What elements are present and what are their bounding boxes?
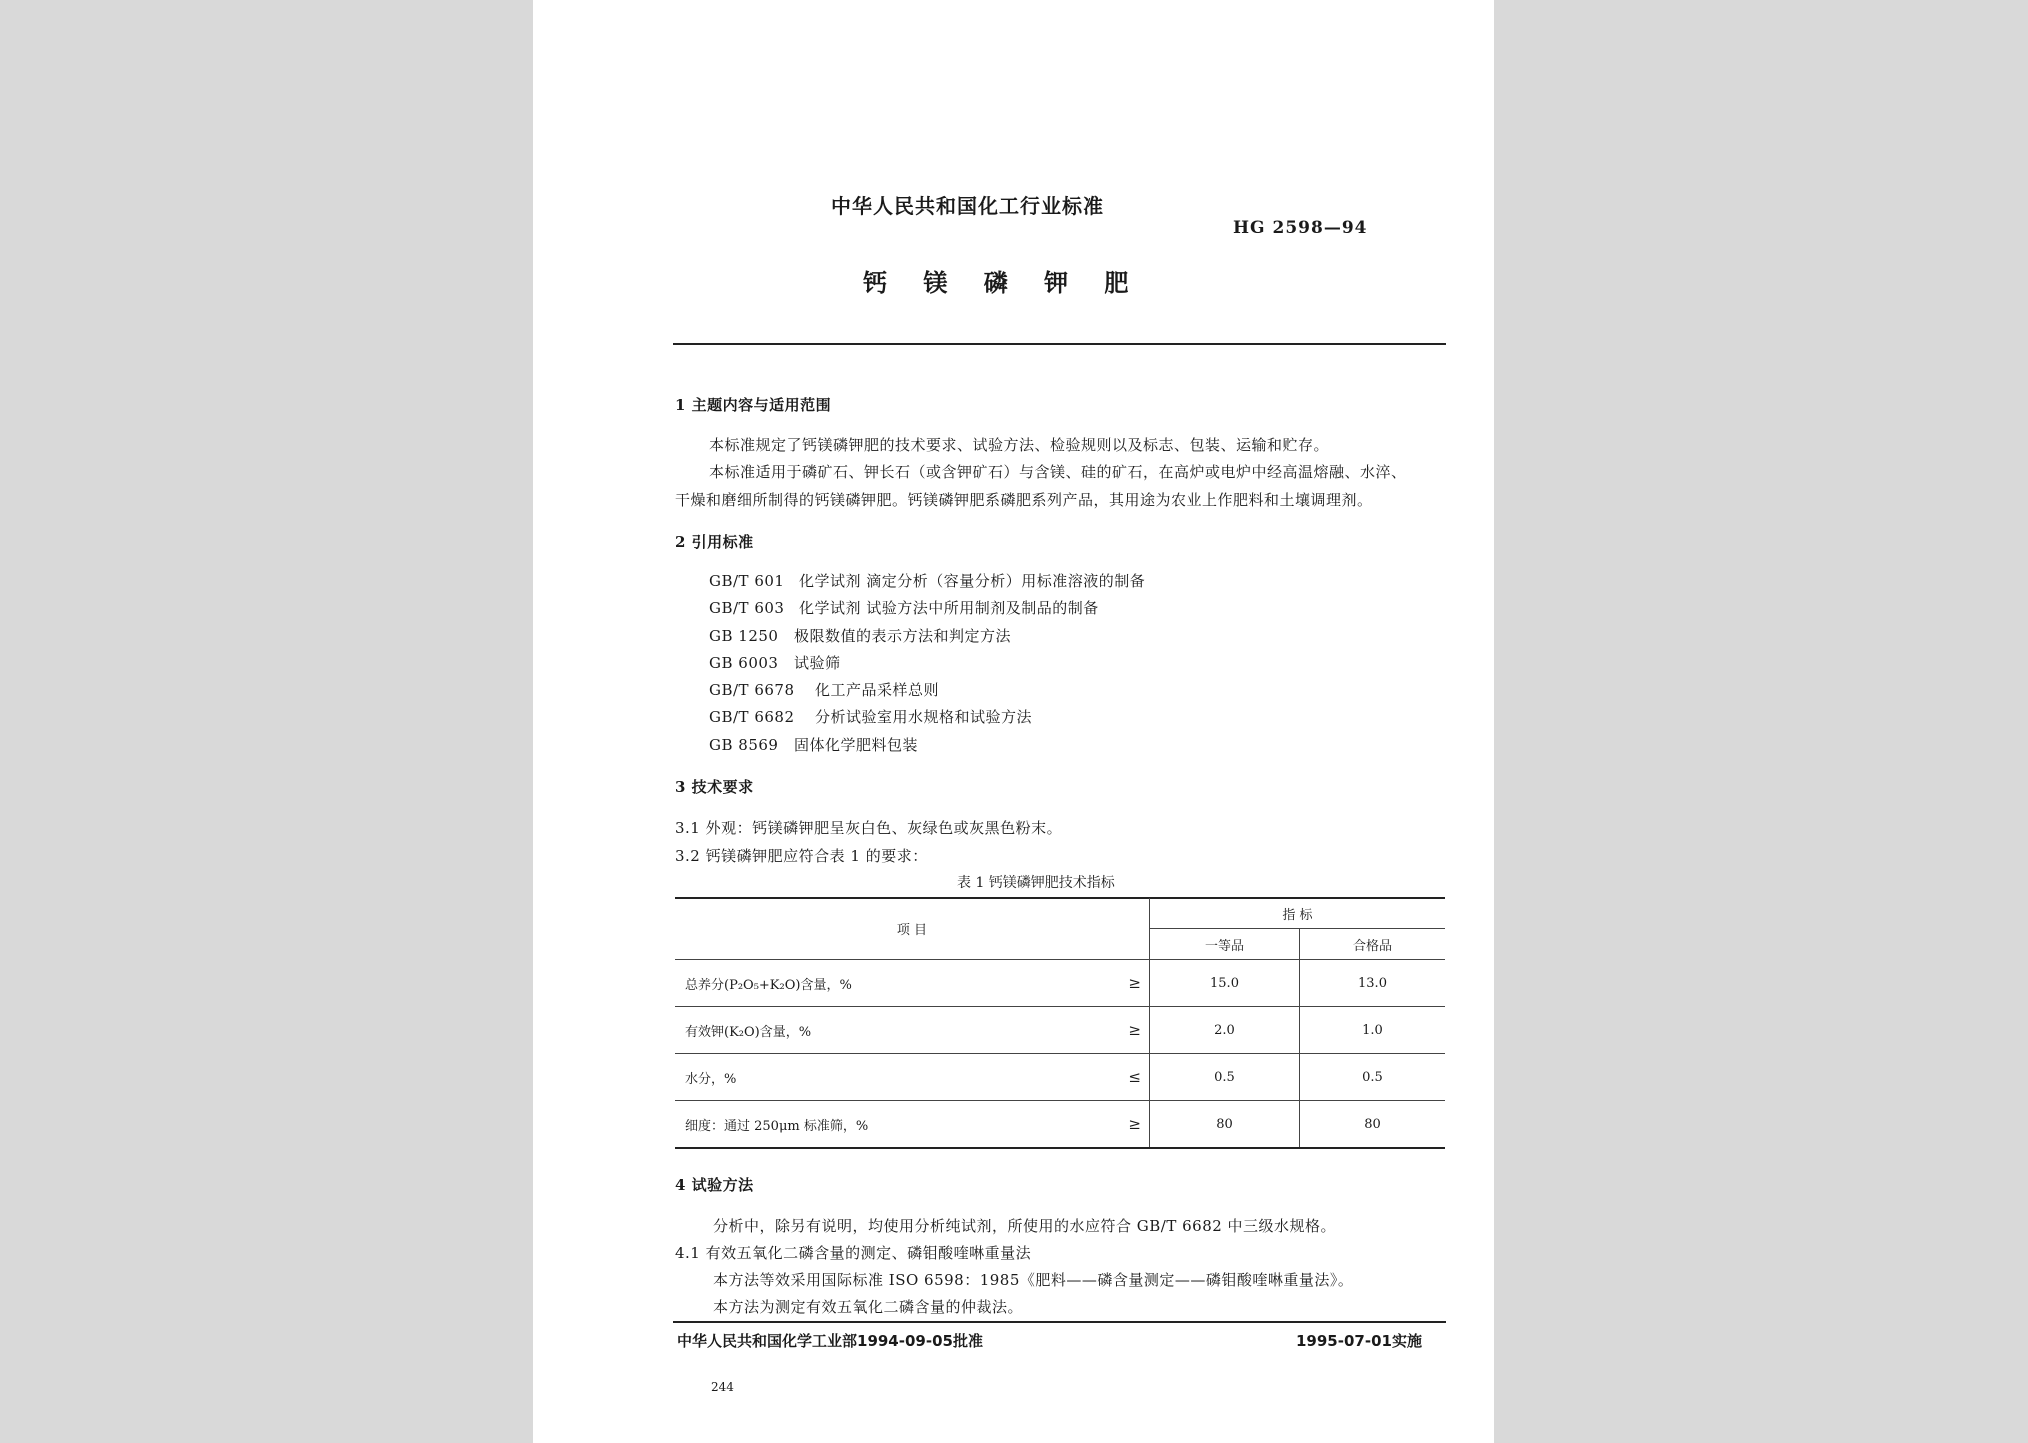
section1-paragraph2b: 干燥和磨细所制得的钙镁磷钾肥。钙镁磷钾肥系磷肥系列产品，其用途为农业上作肥料和土壤调理剂。 (675, 491, 1373, 509)
standard-org-title: 中华人民共和国化工行业标准 (831, 194, 1104, 218)
reference-code: GB/T 603 (709, 599, 785, 617)
page-number: 244 (711, 1380, 734, 1394)
table-row-item: 细度：通过 250μm 标准筛，% (685, 1118, 869, 1134)
table-header-grade2: 合格品 (1300, 929, 1446, 960)
document-title: 钙 镁 磷 钾 肥 (863, 269, 1143, 297)
reference-code: GB/T 6682 (709, 708, 795, 726)
reference-code: GB 8569 (709, 736, 779, 754)
table-header-item (675, 898, 1150, 960)
reference-item (709, 734, 918, 755)
reference-item (709, 679, 939, 700)
table-row (675, 1054, 1445, 1101)
standard-code: HG 2598—94 (1233, 218, 1368, 238)
effective-date: 1995-07-01实施 (1296, 1332, 1422, 1350)
reference-item (709, 597, 1099, 618)
comparison-symbol: ≥ (1128, 1021, 1141, 1039)
table-cell-grade2: 13.0 (1300, 960, 1446, 1007)
document-page (533, 0, 1494, 1443)
comparison-symbol: ≤ (1128, 1068, 1141, 1086)
table-header-index-label: 指 标 (1282, 907, 1313, 923)
reference-title: 极限数值的表示方法和判定方法 (794, 627, 1012, 645)
table-cell-grade1: 0.5 (1150, 1054, 1300, 1101)
reference-item (709, 625, 1011, 646)
table-cell-grade2: 1.0 (1300, 1007, 1446, 1054)
table-header-grade1: 一等品 (1150, 929, 1300, 960)
table-cell-grade1: 2.0 (1150, 1007, 1300, 1054)
section3-heading: 3 技术要求 (675, 778, 754, 796)
reference-code: GB 1250 (709, 627, 779, 645)
table-row (675, 960, 1445, 1007)
section3-2-text: 3.2 钙镁磷钾肥应符合表 1 的要求： (675, 847, 928, 865)
table-row (675, 1007, 1445, 1054)
table-cell-grade1: 80 (1150, 1101, 1300, 1149)
section4-paragraph2: 本方法等效采用国际标准 ISO 6598：1985《肥料——磷含量测定——磷钼酸喹啉重量法》。 (713, 1271, 1354, 1289)
reference-code: GB 6003 (709, 654, 779, 672)
reference-code: GB/T 601 (709, 572, 785, 590)
reference-item (709, 706, 1032, 727)
section2-heading: 2 引用标准 (675, 533, 754, 551)
reference-title: 分析试验室用水规格和试验方法 (815, 708, 1033, 726)
table-cell-grade2: 80 (1300, 1101, 1446, 1149)
section4-paragraph1: 分析中，除另有说明，均使用分析纯试剂，所使用的水应符合 GB/T 6682 中三级水规格。 (713, 1217, 1337, 1235)
section4-paragraph3: 本方法为测定有效五氧化二磷含量的仲裁法。 (713, 1298, 1024, 1316)
reference-title: 化工产品采样总则 (815, 681, 940, 699)
comparison-symbol: ≥ (1128, 974, 1141, 992)
section4-heading: 4 试验方法 (675, 1176, 754, 1194)
table-caption: 表 1 钙镁磷钾肥技术指标 (957, 875, 1115, 891)
section3-1-text: 3.1 外观：钙镁磷钾肥呈灰白色、灰绿色或灰黑色粉末。 (675, 819, 1063, 837)
table-header-index (1150, 898, 1446, 929)
reference-item (709, 570, 1145, 591)
section1-paragraph2a: 本标准适用于磷矿石、钾长石（或含钾矿石）与含镁、硅的矿石，在高炉或电炉中经高温熔融、水淬、 (709, 463, 1407, 481)
table-cell-grade2: 0.5 (1300, 1054, 1446, 1101)
spec-table (675, 898, 1445, 1149)
table-cell-grade1: 15.0 (1150, 960, 1300, 1007)
section4-1-heading: 4.1 有效五氧化二磷含量的测定、磷钼酸喹啉重量法 (675, 1244, 1032, 1262)
title-divider (673, 343, 1446, 345)
comparison-symbol: ≥ (1128, 1115, 1141, 1133)
reference-title: 试验筛 (794, 654, 841, 672)
section1-heading: 1 主题内容与适用范围 (675, 396, 832, 414)
table-row-item: 水分，% (685, 1071, 737, 1087)
table-row-item: 有效钾(K₂O)含量，% (685, 1024, 812, 1040)
reference-title: 固体化学肥料包装 (794, 736, 919, 754)
table-row-item: 总养分(P₂O₅+K₂O)含量，% (685, 977, 852, 993)
reference-code: GB/T 6678 (709, 681, 795, 699)
reference-title: 化学试剂 试验方法中所用制剂及制品的制备 (799, 599, 1099, 617)
reference-item (709, 652, 841, 673)
table-header-item-label: 项 目 (896, 923, 928, 938)
section1-paragraph1: 本标准规定了钙镁磷钾肥的技术要求、试验方法、检验规则以及标志、包装、运输和贮存。 (709, 436, 1330, 454)
reference-title: 化学试剂 滴定分析（容量分析）用标准溶液的制备 (799, 572, 1146, 590)
approval-note: 中华人民共和国化学工业部1994-09-05批准 (677, 1332, 983, 1350)
table-row (675, 1101, 1445, 1149)
footer-divider (673, 1321, 1446, 1323)
